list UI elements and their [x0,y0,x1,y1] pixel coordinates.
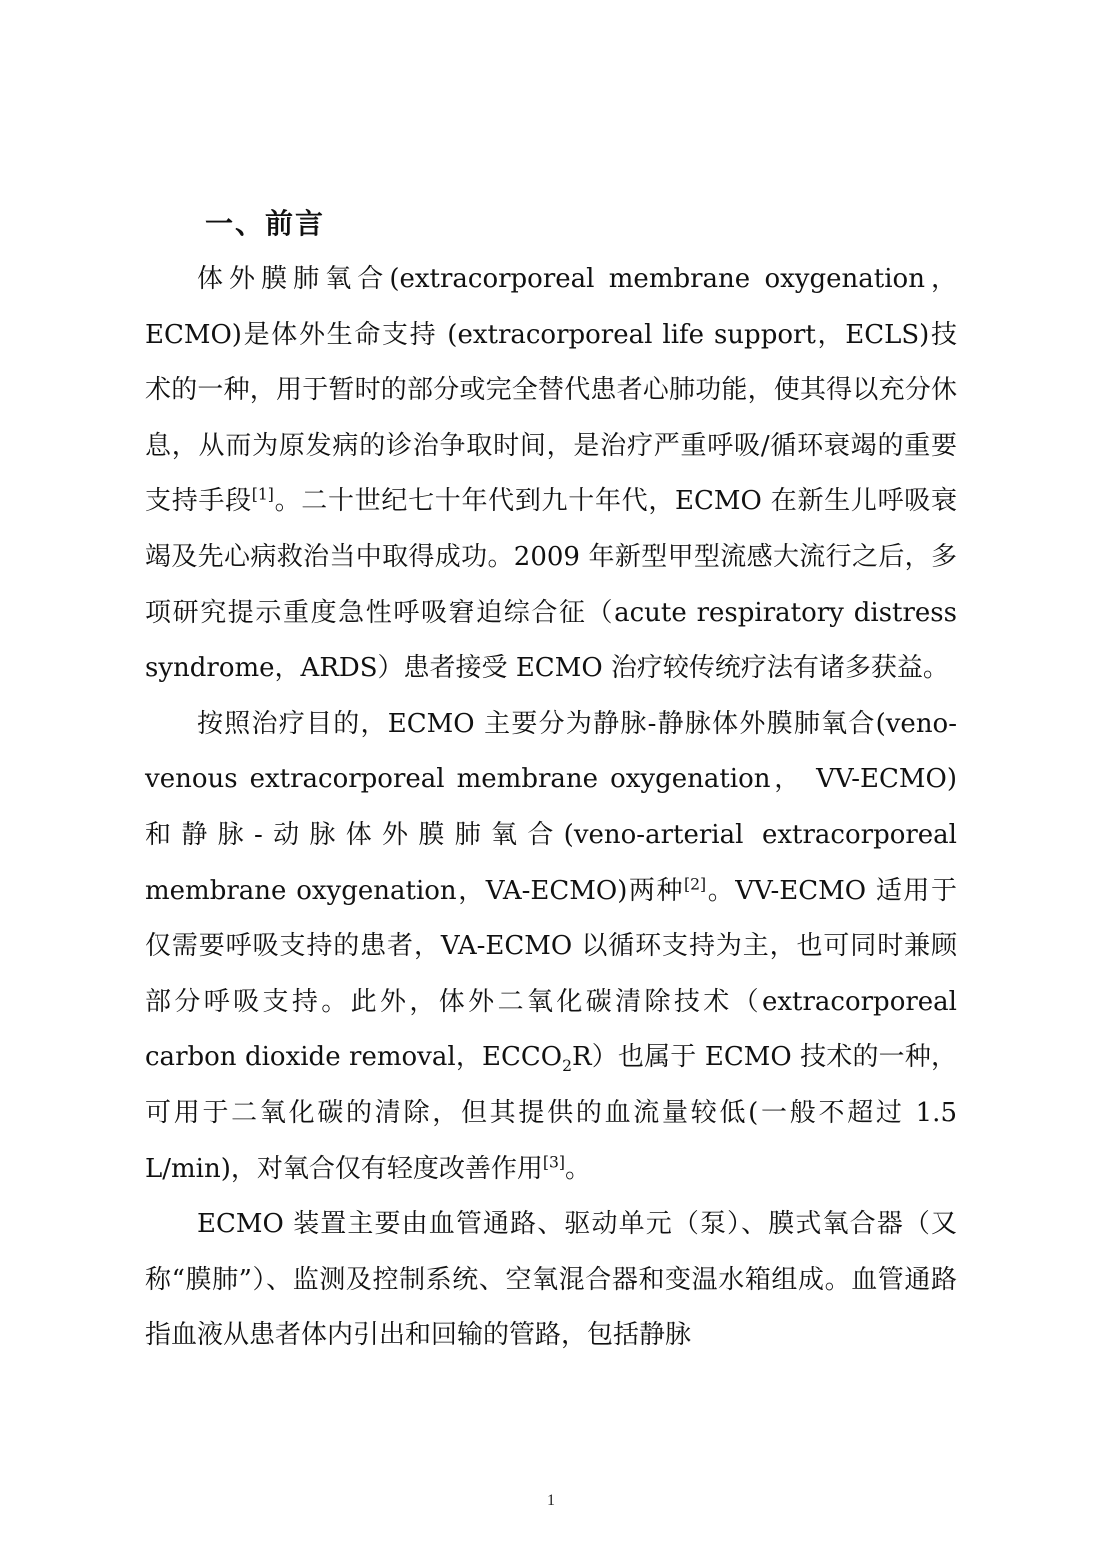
citation-ref: [3] [542,1152,565,1171]
paragraph-intro [145,252,957,697]
body-text [145,252,957,1364]
citation-ref: [1] [251,485,274,504]
paragraph-ecmo-components [145,1197,957,1364]
text-run: ECMO 装置主要由血管通路、驱动单元（泵）、膜式氧合器（又称“膜肺”）、监测及控制系统、空氧混合器和变温水箱组成。血管通路指血液从患者体内引出和回输的管路，包括静脉 [145,1209,957,1351]
citation-ref: [2] [684,874,707,893]
section-heading: 一、前言 [205,207,326,240]
page-number: 1 [547,1492,555,1509]
paragraph-ecmo-types [145,697,957,1197]
text-run: R）也属于 ECMO 技术的一种，可用于二氧化碳的清除，但其提供的血流量较低(一般不超过 1.5 L/min)，对氧合仅有轻度改善作用 [145,1042,957,1184]
text-run: 体外膜肺氧合(extracorporeal membrane oxygenation，ECMO)是体外生命支持 (extracorporeal life support，ECLS)技术的一种，用于暂时的部分或完全替代患者心肺功能，使其得以充分休息，从而为原发病的诊治争取时间，是治疗严重呼吸/循环衰竭的重要支持手段 [145,264,957,517]
subscript: 2 [562,1057,573,1076]
text-run: 。二十世纪七十年代到九十年代，ECMO 在新生儿呼吸衰竭及先心病救治当中取得成功。2009 年新型甲型流感大流行之后，多项研究提示重度急性呼吸窘迫综合征（acute respiratory distress syndrome，ARDS）患者接受 ECMO 治疗较传统疗法有诸多获益。 [145,486,957,684]
text-run: 。VV-ECMO 适用于仅需要呼吸支持的患者，VA-ECMO 以循环支持为主，也可同时兼顾部分呼吸支持。此外，体外二氧化碳清除技术（extracorporeal carbon dioxide removal，ECCO [145,875,958,1073]
text-run: 。 [564,1153,591,1184]
text-run: 按照治疗目的，ECMO 主要分为静脉-静脉体外膜肺氧合(veno-venous extracorporeal membrane oxygenation， VV-ECMO)和静脉-动脉体外膜肺氧合(veno-arterial extracorporeal membrane oxygenation，VA-ECMO)两种 [145,708,957,906]
